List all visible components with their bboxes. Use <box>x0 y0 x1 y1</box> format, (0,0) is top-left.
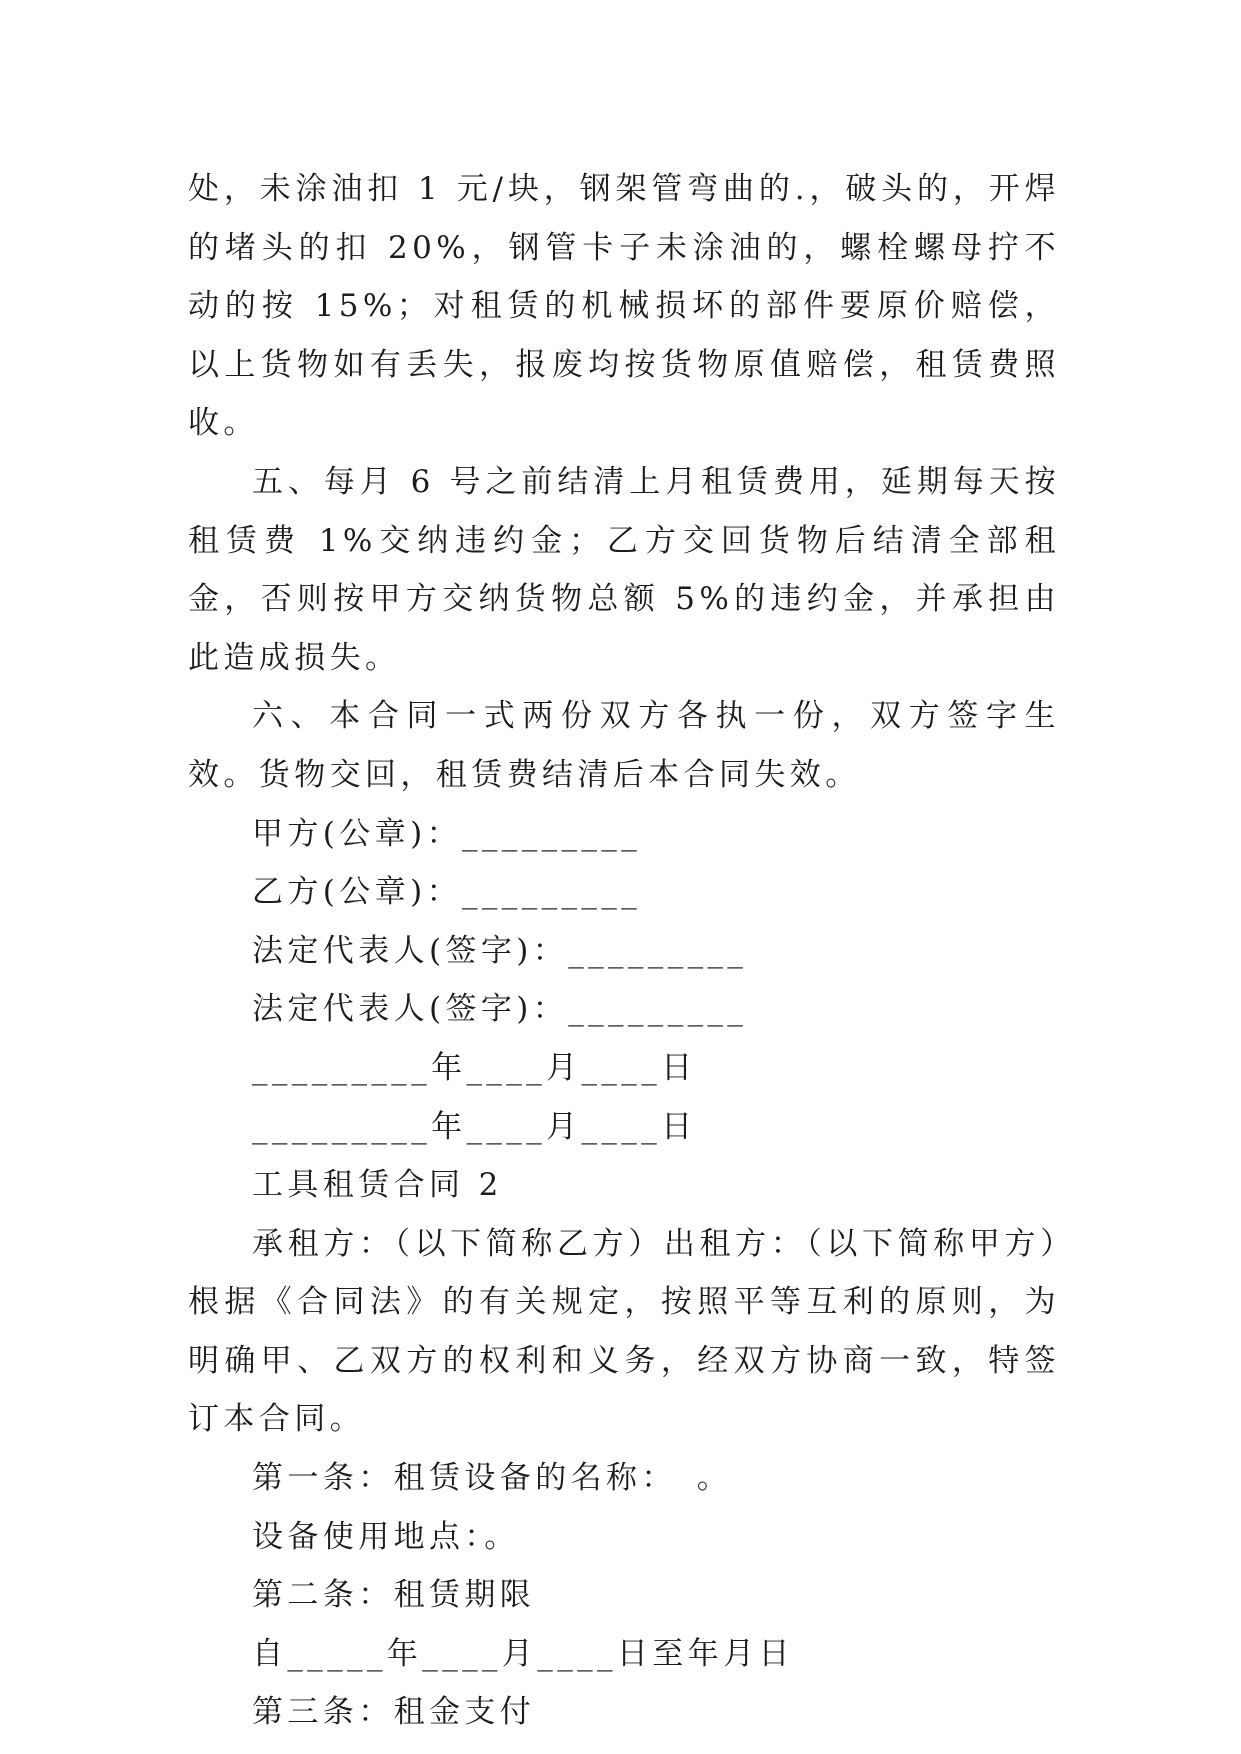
article-3-line: 第三条：租金支付 <box>252 1694 536 1731</box>
party-b-seal-line: 乙方(公章)：_________ <box>252 874 642 911</box>
legal-rep-2-line: 法定代表人(签字)：_________ <box>252 991 748 1028</box>
date-2-line: _________年____月____日 <box>252 1108 697 1145</box>
clause-5-paragraph: 五、每月 6 号之前结清上月租赁费用，延期每天按租赁费 1%交纳违约金；乙方交回货物后结清全部租金，否则按甲方交纳货物总额 5%的违约金，并承担由此造成损失。 <box>188 463 1060 676</box>
damage-clause-paragraph: 处，未涂油扣 1 元/块，钢架管弯曲的.，破头的，开焊的堵头的扣 20%，钢管卡子未涂油的，螺栓螺母拧不动的按 15%；对租赁的机械损坏的部件要原价赔偿，以上货物如有丢失，报废均按货物原值赔偿，租赁费照收。 <box>188 171 1060 442</box>
lease-period-line: 自_____年____月____日至年月日 <box>252 1635 794 1672</box>
article-2-line: 第二条：租赁期限 <box>252 1577 536 1614</box>
contract-2-title: 工具租赁合同 2 <box>252 1167 503 1204</box>
document-page <box>188 160 1060 1742</box>
legal-rep-1-line: 法定代表人(签字)：_________ <box>252 932 748 969</box>
date-1-line: _________年____月____日 <box>252 1049 697 1086</box>
usage-location-line: 设备使用地点：。 <box>252 1518 520 1555</box>
contract-2-intro-paragraph: 承租方：（以下简称乙方）出租方：（以下简称甲方）根据《合同法》的有关规定，按照平等互利的原则，为明确甲、乙双方的权利和义务，经双方协商一致，特签订本合同。 <box>188 1225 1060 1438</box>
clause-6-paragraph: 六、本合同一式两份双方各执一份，双方签字生效。货物交回，租赁费结清后本合同失效。 <box>188 698 1060 793</box>
party-a-seal-line: 甲方(公章)：_________ <box>252 815 642 852</box>
article-1-line: 第一条：租赁设备的名称： 。 <box>252 1460 733 1497</box>
